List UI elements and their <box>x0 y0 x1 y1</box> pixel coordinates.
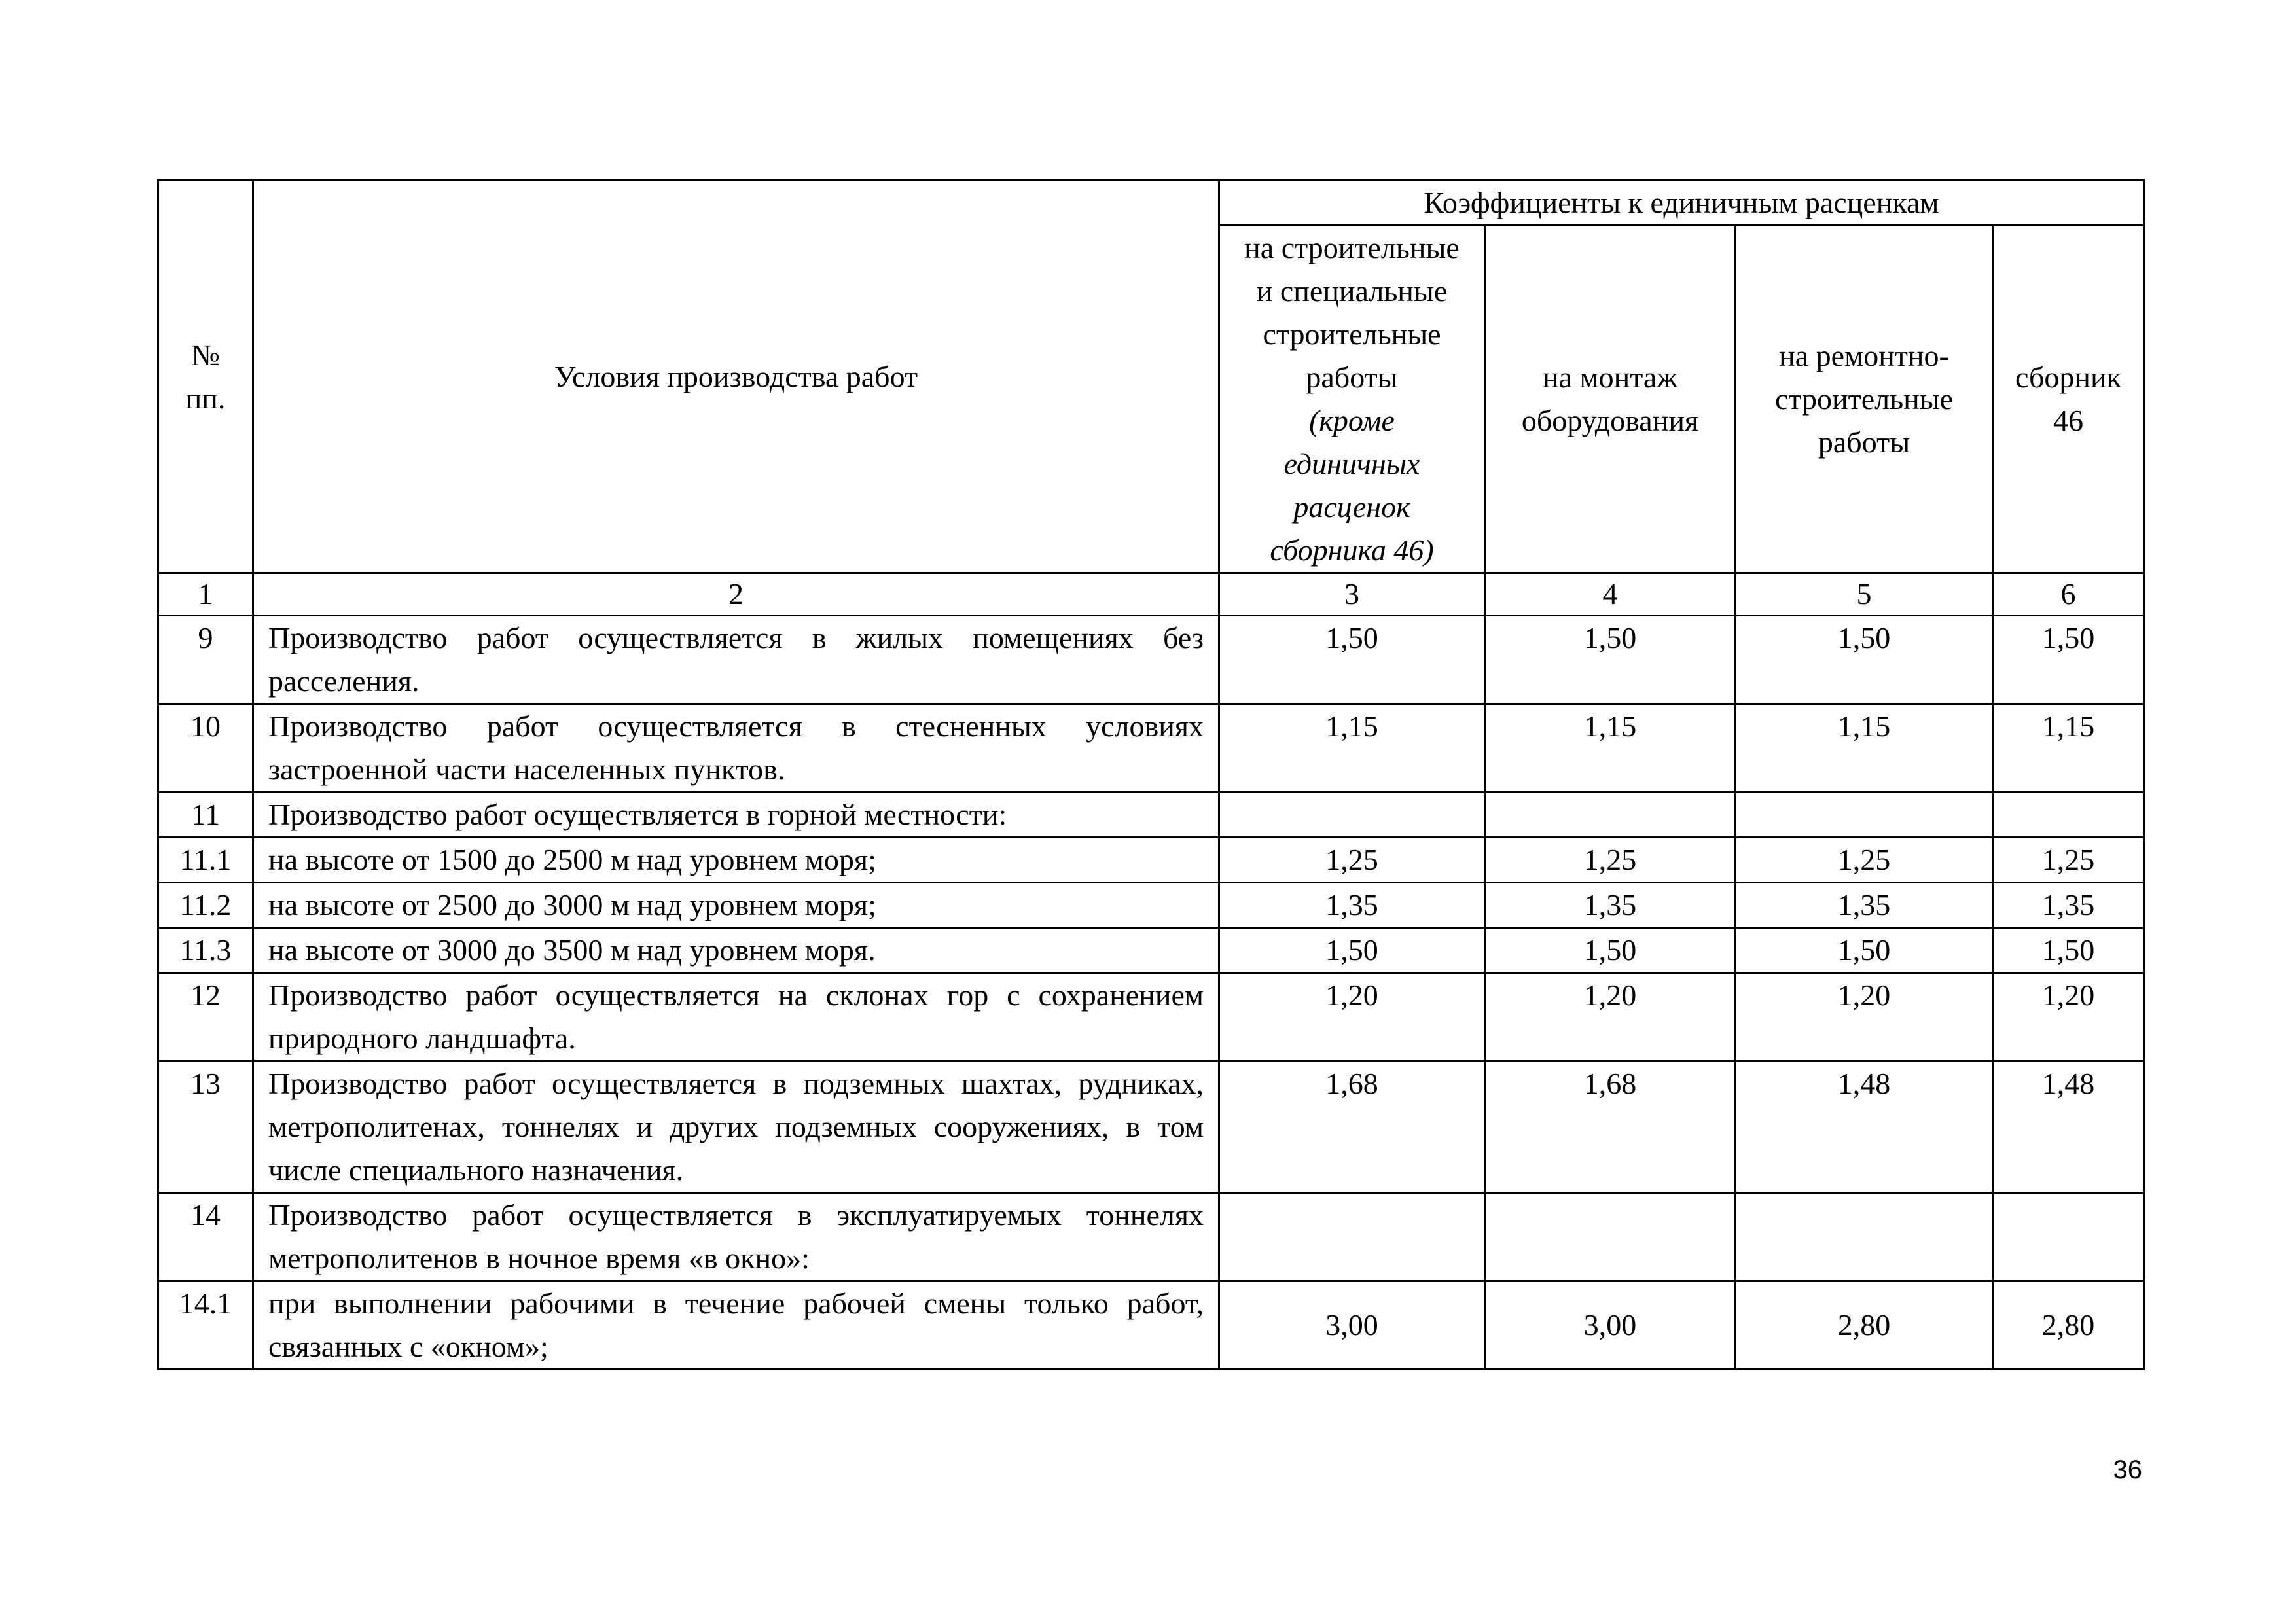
row-coef-repair: 1,48 <box>1736 1061 1993 1193</box>
header-col5-line: работы <box>1818 425 1910 459</box>
row-coef-collection46: 1,50 <box>1993 928 2144 973</box>
header-col3-note-line: сборника 46) <box>1270 533 1434 567</box>
header-col5-line: на ремонтно- <box>1779 339 1949 372</box>
row-number: 11.3 <box>158 928 253 973</box>
row-coef-construction: 1,35 <box>1219 883 1485 928</box>
table-row <box>158 928 2144 973</box>
row-coef-installation: 1,20 <box>1485 973 1736 1061</box>
header-coefficients-group: Коэффициенты к единичным расценкам <box>1219 181 2144 226</box>
row-coef-repair: 1,50 <box>1736 928 1993 973</box>
table-row <box>158 1061 2144 1193</box>
header-col3-line: на строительные <box>1244 231 1460 264</box>
row-coef-repair <box>1736 1193 1993 1281</box>
column-number: 1 <box>158 573 253 616</box>
row-coef-repair: 1,15 <box>1736 704 1993 793</box>
header-col3-line: работы <box>1306 361 1398 394</box>
row-number: 11.1 <box>158 838 253 883</box>
table-row <box>158 704 2144 793</box>
row-coef-collection46 <box>1993 793 2144 838</box>
header-col5-cell <box>1736 226 1993 573</box>
page-number: 36 <box>2113 1455 2142 1484</box>
header-col6-line: 46 <box>2053 404 2083 437</box>
row-coef-construction: 1,68 <box>1219 1061 1485 1193</box>
row-number: 10 <box>158 704 253 793</box>
table-row <box>158 838 2144 883</box>
row-coef-installation: 3,00 <box>1485 1281 1736 1370</box>
header-number-cell <box>158 181 253 573</box>
row-description: Производство работ осуществляется в подземных шахтах, рудниках, метрополитенах, тоннелях и других подземных сооружениях, в том числе специального назначения. <box>253 1061 1219 1193</box>
table-row <box>158 1281 2144 1370</box>
header-col3-line: и специальные <box>1256 274 1448 308</box>
row-number: 9 <box>158 616 253 704</box>
table-row <box>158 973 2144 1061</box>
row-coef-installation: 1,50 <box>1485 928 1736 973</box>
row-coef-repair: 2,80 <box>1736 1281 1993 1370</box>
row-coef-collection46: 1,25 <box>1993 838 2144 883</box>
row-coef-construction <box>1219 793 1485 838</box>
header-conditions-cell: Условия производства работ <box>253 181 1219 573</box>
row-description: на высоте от 3000 до 3500 м над уровнем моря. <box>253 928 1219 973</box>
header-col4-line: на монтаж <box>1542 361 1678 394</box>
row-description: при выполнении рабочими в течение рабочей смены только работ, связанных с «окном»; <box>253 1281 1219 1370</box>
row-coef-repair: 1,35 <box>1736 883 1993 928</box>
header-col4-cell <box>1485 226 1736 573</box>
row-coef-installation: 1,15 <box>1485 704 1736 793</box>
row-coef-repair: 1,50 <box>1736 616 1993 704</box>
column-number: 5 <box>1736 573 1993 616</box>
row-description: на высоте от 2500 до 3000 м над уровнем моря; <box>253 883 1219 928</box>
row-coef-collection46: 2,80 <box>1993 1281 2144 1370</box>
row-description: Производство работ осуществляется в жилых помещениях без расселения. <box>253 616 1219 704</box>
header-number-line1: № <box>191 338 220 372</box>
row-coef-construction: 1,50 <box>1219 616 1485 704</box>
row-coef-installation: 1,25 <box>1485 838 1736 883</box>
row-number: 14 <box>158 1193 253 1281</box>
row-coef-installation: 1,50 <box>1485 616 1736 704</box>
row-coef-collection46: 1,48 <box>1993 1061 2144 1193</box>
row-description: на высоте от 1500 до 2500 м над уровнем моря; <box>253 838 1219 883</box>
row-coef-construction: 1,20 <box>1219 973 1485 1061</box>
table-row <box>158 616 2144 704</box>
table-row <box>158 1193 2144 1281</box>
header-row-group <box>158 181 2144 226</box>
row-coef-repair <box>1736 793 1993 838</box>
row-coef-collection46: 1,20 <box>1993 973 2144 1061</box>
row-number: 11.2 <box>158 883 253 928</box>
column-number: 4 <box>1485 573 1736 616</box>
row-coef-installation <box>1485 1193 1736 1281</box>
header-col3-note-line: расценок <box>1293 490 1410 524</box>
row-description: Производство работ осуществляется в горной местности: <box>253 793 1219 838</box>
row-coef-collection46 <box>1993 1193 2144 1281</box>
row-number: 11 <box>158 793 253 838</box>
row-coef-collection46: 1,50 <box>1993 616 2144 704</box>
header-col6-cell <box>1993 226 2144 573</box>
row-description: Производство работ осуществляется в стесненных условиях застроенной части населенных пунктов. <box>253 704 1219 793</box>
row-number: 12 <box>158 973 253 1061</box>
row-description: Производство работ осуществляется на склонах гор с сохранением природного ландшафта. <box>253 973 1219 1061</box>
header-number-line2: пп. <box>185 381 226 415</box>
column-number: 3 <box>1219 573 1485 616</box>
row-coef-collection46: 1,15 <box>1993 704 2144 793</box>
column-number: 2 <box>253 573 1219 616</box>
row-coef-construction: 1,25 <box>1219 838 1485 883</box>
header-col6-line: сборник <box>2015 361 2121 394</box>
header-col3-cell <box>1219 226 1485 573</box>
column-number: 6 <box>1993 573 2144 616</box>
row-coef-repair: 1,20 <box>1736 973 1993 1061</box>
row-coef-collection46: 1,35 <box>1993 883 2144 928</box>
table-row <box>158 793 2144 838</box>
header-col3-line: строительные <box>1263 317 1441 351</box>
row-number: 13 <box>158 1061 253 1193</box>
header-col4-line: оборудования <box>1521 404 1699 437</box>
row-coef-installation: 1,68 <box>1485 1061 1736 1193</box>
row-coef-installation: 1,35 <box>1485 883 1736 928</box>
table-row <box>158 883 2144 928</box>
row-description: Производство работ осуществляется в эксплуатируемых тоннелях метрополитенов в ночное время «в окно»: <box>253 1193 1219 1281</box>
row-coef-construction: 3,00 <box>1219 1281 1485 1370</box>
header-col3-note-line: (кроме <box>1309 404 1395 437</box>
row-coef-construction: 1,50 <box>1219 928 1485 973</box>
row-coef-repair: 1,25 <box>1736 838 1993 883</box>
header-col5-line: строительные <box>1774 382 1954 416</box>
coefficients-table <box>157 179 2145 1370</box>
row-number: 14.1 <box>158 1281 253 1370</box>
row-coef-installation <box>1485 793 1736 838</box>
header-col3-note-line: единичных <box>1283 447 1420 480</box>
row-coef-construction <box>1219 1193 1485 1281</box>
column-numbers-row <box>158 573 2144 616</box>
row-coef-construction: 1,15 <box>1219 704 1485 793</box>
